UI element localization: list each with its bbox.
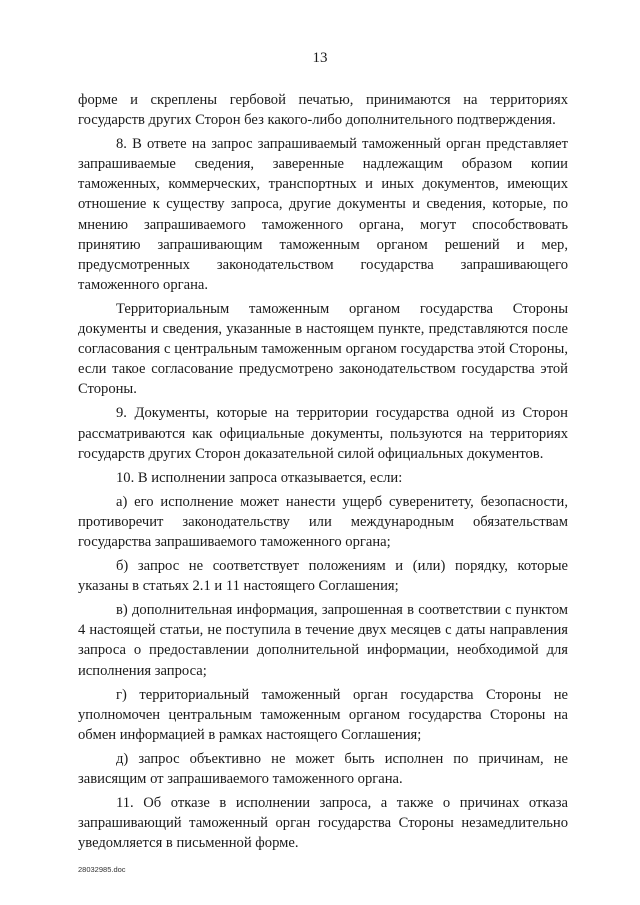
paragraph-point-10: 10. В исполнении запроса отказывается, если: bbox=[116, 469, 403, 486]
page-number: 13 bbox=[312, 50, 328, 66]
paragraph-point-10-g: г) территориальный таможенный орган государства Стороны не уполномочен центральным таможенным органом государства Стороны на обмен информацией в рамках настоящего Соглашения; bbox=[78, 686, 568, 743]
paragraph-point-8: 8. В ответе на запрос запрашиваемый таможенный орган представляет запрашиваемые сведения, заверенные надлежащим образом копии таможенных, коммерческих, транспортных и иных документов, имеющих отношение к существу запроса, другие документы и сведения, которые, по мнению запрашиваемого таможенного органа, могут способствовать принятию запрашивающим таможенным органом решений и мер, предусмотренных законодательством государства запрашивающего таможенного органа. bbox=[78, 136, 568, 293]
paragraph-point-10-a: а) его исполнение может нанести ущерб суверенитету, безопасности, противоречит законодательству или международным обязательствам государства запрашиваемого таможенного органа; bbox=[78, 493, 568, 550]
paragraph-continuation: форме и скреплены гербовой печатью, принимаются на территориях государств других Сторон без какого-либо дополнительного подтверждения. bbox=[78, 92, 568, 129]
paragraph-point-10-v: в) дополнительная информация, запрошенная в соответствии с пунктом 4 настоящей статьи, не поступила в течение двух месяцев с даты направления запроса о предоставлении дополнительной информации, необходимой для исполнения запроса; bbox=[78, 602, 568, 679]
paragraph-point-11: 11. Об отказе в исполнении запроса, а также о причинах отказа запрашивающий таможенный орган государства Стороны незамедлительно уведомляется в письменной форме. bbox=[78, 795, 568, 852]
file-name-footer: 28032985.doc bbox=[78, 865, 126, 874]
paragraph-territorial-organ: Территориальным таможенным органом государства Стороны документы и сведения, указанные в настоящем пункте, представляются после согласования с центральным таможенным органом государства этой Стороны, если такое согласование предусмотрено законодательством государства этой Стороны. bbox=[78, 300, 568, 398]
paragraph-point-10-d: д) запрос объективно не может быть исполнен по причинам, не зависящим от запрашиваемого таможенного органа. bbox=[78, 750, 568, 787]
paragraph-point-10-b: б) запрос не соответствует положениям и (или) порядку, которые указаны в статьях 2.1 и 11 настоящего Соглашения; bbox=[78, 558, 568, 595]
paragraph-point-9: 9. Документы, которые на территории государства одной из Сторон рассматриваются как официальные документы, пользуются на территориях государств других Сторон доказательной силой официальных документов. bbox=[78, 405, 568, 462]
document-body bbox=[78, 90, 568, 857]
